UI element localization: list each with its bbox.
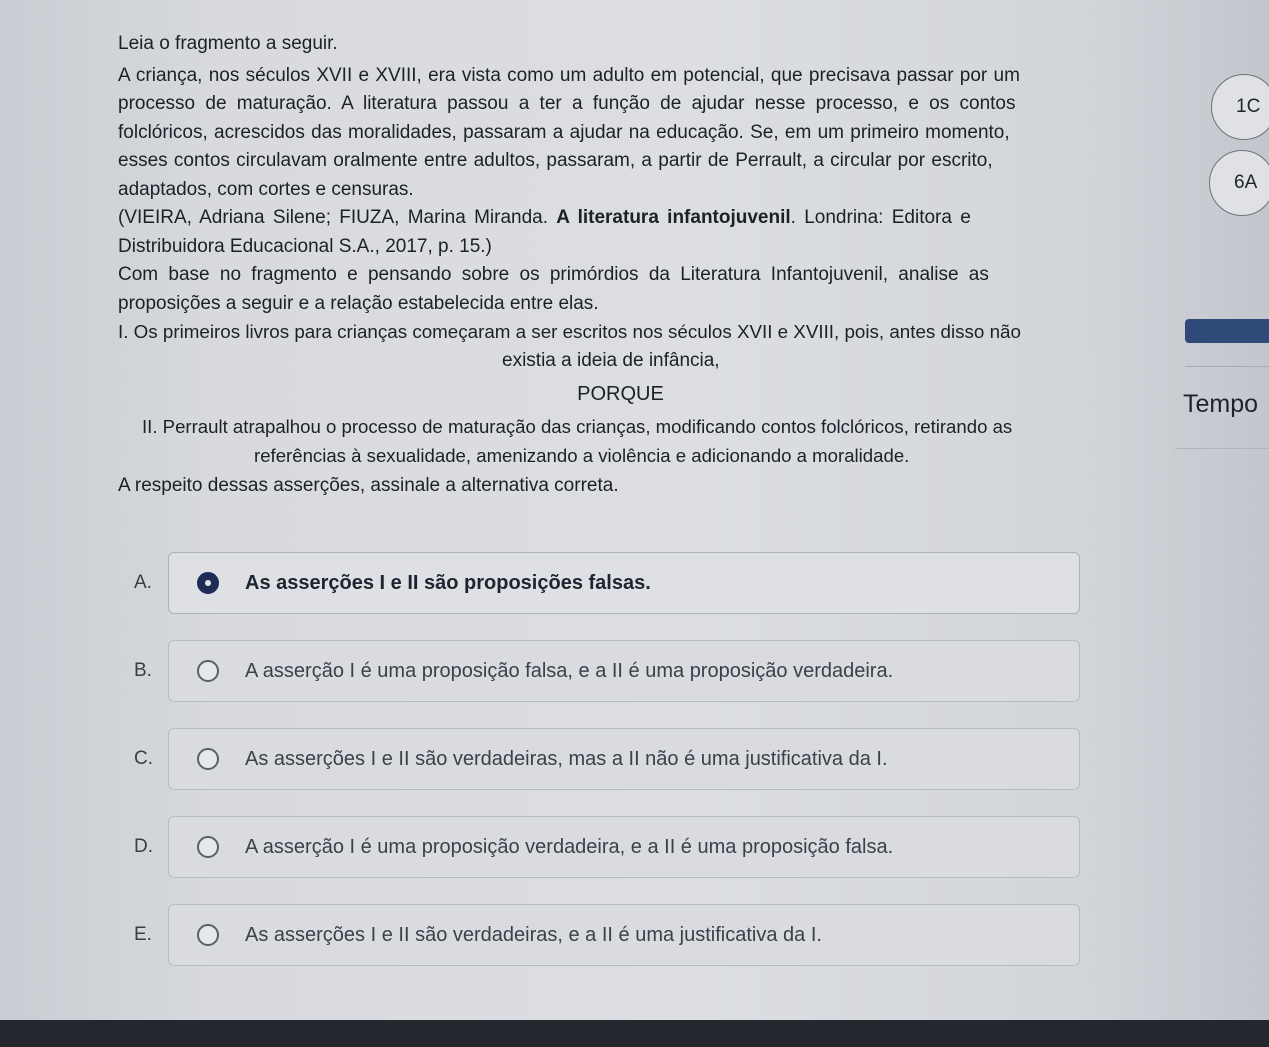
question-intro: Leia o fragmento a seguir. [118, 33, 338, 54]
citation-line-2: Distribuidora Educacional S.A., 2017, p. 15.) [118, 235, 492, 257]
question-badge-1c[interactable]: 1C [1211, 74, 1269, 140]
question-badge-6a[interactable]: 6A [1209, 150, 1269, 216]
citation-book-title: A literatura infantojuvenil [556, 207, 791, 228]
fragment-line: processo de maturação. A literatura passou a ter a função de ajudar nesse processo, e os contos [118, 93, 1016, 114]
prompt-line: Com base no fragmento e pensando sobre os primórdios da Literatura Infantojuvenil, analise as [118, 264, 989, 285]
screen-bottom-edge [0, 1020, 1269, 1047]
option-box[interactable] [168, 640, 1080, 702]
radio-icon[interactable] [197, 836, 219, 858]
question-sidebar [1175, 0, 1269, 1047]
fragment-line: folclóricos, acrescidos das moralidades, passaram a ajudar na educação. Se, em um primeiro momento, [118, 121, 1010, 143]
prompt-line: proposições a seguir e a relação estabelecida entre elas. [118, 292, 599, 314]
option-box[interactable] [168, 904, 1080, 966]
sidebar-divider [1175, 448, 1269, 449]
option-letter: B. [134, 660, 152, 681]
citation-line [118, 204, 1123, 233]
porque-label: PORQUE [577, 383, 664, 405]
instruction-text: A respeito dessas asserções, assinale a alternativa correta. [118, 475, 619, 496]
sidebar-divider [1185, 366, 1269, 367]
option-text: As asserções I e II são verdadeiras, e a II é uma justificativa da I. [245, 923, 822, 946]
option-c[interactable] [118, 728, 1080, 790]
fragment-line: A criança, nos séculos XVII e XVIII, era vista como um adulto em potencial, que precisava passar por um [118, 64, 1020, 86]
answer-options [118, 552, 1080, 992]
radio-icon[interactable] [197, 748, 219, 770]
proposition-2-line: II. Perrault atrapalhou o processo de maturação das crianças, modificando contos folclóricos, retirando as [142, 416, 1013, 437]
proposition-1-line-2: existia a ideia de infância, [502, 349, 720, 371]
fragment-text [118, 62, 1123, 205]
option-letter: E. [134, 924, 152, 945]
fragment-line: esses contos circulavam oralmente entre adultos, passaram, a partir de Perrault, a circular por escrito, [118, 150, 993, 171]
question-content [118, 30, 1123, 501]
progress-bar [1185, 319, 1269, 343]
option-box[interactable] [168, 552, 1080, 614]
option-letter: D. [134, 836, 153, 857]
option-letter: C. [134, 748, 153, 769]
option-b[interactable] [118, 640, 1080, 702]
citation-suffix: . Londrina: Editora e [790, 207, 971, 228]
option-text: A asserção I é uma proposição falsa, e a II é uma proposição verdadeira. [245, 659, 894, 682]
radio-icon[interactable] [197, 924, 219, 946]
proposition-2-line-2: referências à sexualidade, amenizando a violência e adicionando a moralidade. [254, 444, 910, 466]
radio-icon[interactable] [197, 660, 219, 682]
tempo-label: Tempo [1183, 390, 1259, 418]
option-text: As asserções I e II são verdadeiras, mas a II não é uma justificativa da I. [245, 747, 888, 770]
option-a[interactable] [118, 552, 1080, 614]
option-text: As asserções I e II são proposições falsas. [245, 571, 651, 594]
option-box[interactable] [168, 816, 1080, 878]
option-d[interactable] [118, 816, 1080, 878]
proposition-1-line: I. Os primeiros livros para crianças começaram a ser escritos nos séculos XVII e XVIII, pois, antes disso não [118, 321, 1021, 342]
radio-selected-icon[interactable] [197, 572, 219, 594]
citation-prefix: (VIEIRA, Adriana Silene; FIUZA, Marina Miranda. [118, 207, 557, 228]
fragment-line: adaptados, com cortes e censuras. [118, 178, 414, 200]
option-letter: A. [134, 572, 152, 593]
option-text: A asserção I é uma proposição verdadeira, e a II é uma proposição falsa. [245, 835, 894, 858]
option-e[interactable] [118, 904, 1080, 966]
option-box[interactable] [168, 728, 1080, 790]
